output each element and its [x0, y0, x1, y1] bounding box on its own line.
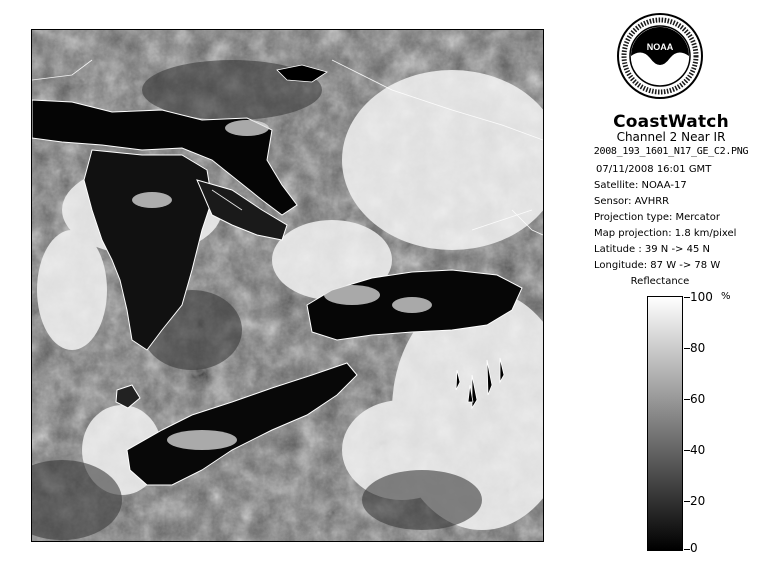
- brand-title: CoastWatch: [613, 112, 729, 132]
- colorbar-tick-label: 40: [690, 443, 706, 457]
- filename: 2008_193_1601_N17_GE_C2.PNG: [593, 146, 749, 157]
- longitude-text: Longitude: 87 W -> 78 W: [594, 260, 721, 271]
- colorbar-tick-label: 80: [690, 341, 706, 355]
- colorbar-unit: %: [721, 291, 731, 302]
- colorbar-tick-label: 20: [690, 494, 706, 508]
- datetime-text: 07/11/2008 16:01 GMT: [596, 164, 712, 175]
- projection-type-text: Projection type: Mercator: [594, 212, 720, 223]
- colorbar-label: Reflectance: [630, 276, 690, 287]
- noaa-logo: [616, 12, 704, 100]
- channel-title: Channel 2 Near IR: [616, 130, 726, 144]
- colorbar: [647, 296, 683, 551]
- latitude-text: Latitude : 39 N -> 45 N: [594, 244, 710, 255]
- colorbar-tick-label: 60: [690, 392, 706, 406]
- sensor-text: Sensor: AVHRR: [594, 196, 670, 207]
- svg-text:NOAA: NOAA: [646, 42, 674, 52]
- map-projection-text: Map projection: 1.8 km/pixel: [594, 228, 737, 239]
- colorbar-tick-label: 100: [690, 290, 713, 304]
- colorbar-tick-label: 0: [690, 541, 698, 555]
- satellite-image: [31, 29, 544, 542]
- satellite-text: Satellite: NOAA-17: [594, 180, 687, 191]
